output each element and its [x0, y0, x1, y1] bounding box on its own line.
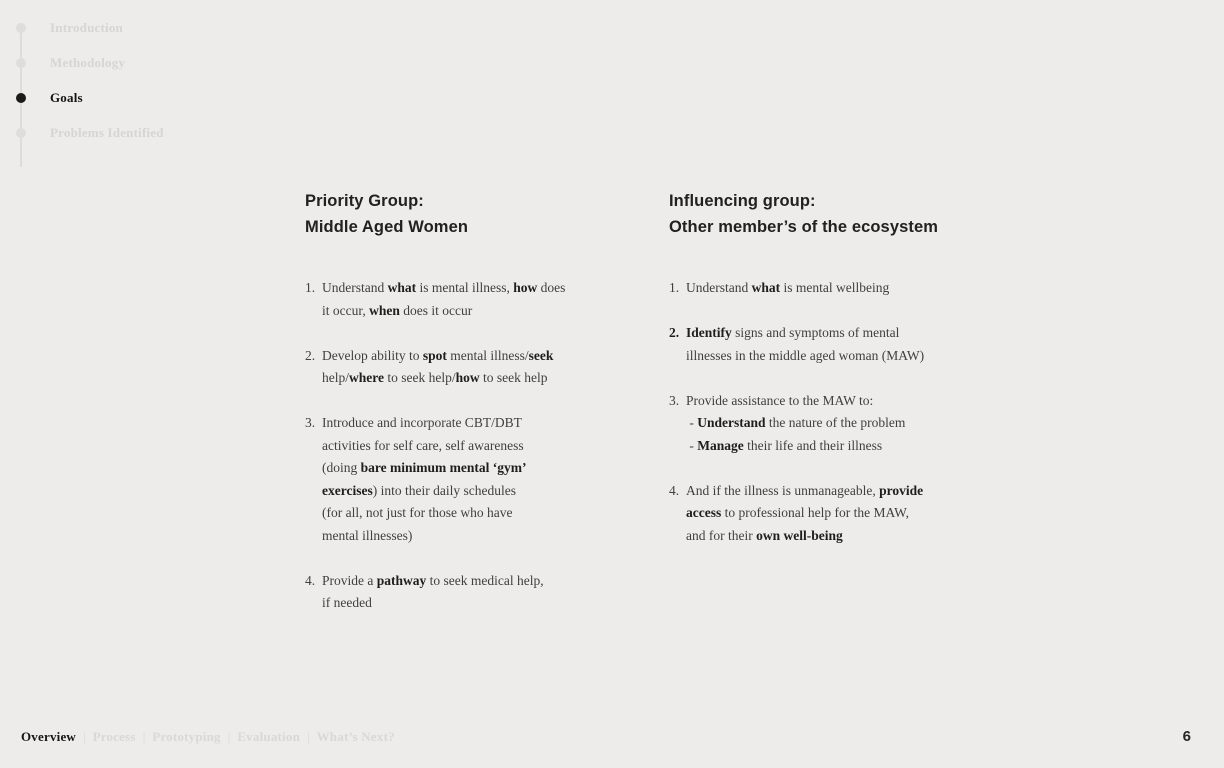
- text-line: Understand what is mental wellbeing: [686, 280, 890, 295]
- text-line: Develop ability to spot mental illness/seek: [322, 347, 554, 363]
- footer-separator: |: [83, 729, 86, 744]
- footer-tab-evaluation[interactable]: Evaluation: [237, 729, 300, 744]
- text-line: - Understand the nature of the problem: [686, 415, 906, 430]
- footer-separator: |: [227, 729, 231, 744]
- list-item-text: [322, 345, 605, 390]
- sidebar-item-label: Methodology: [50, 55, 126, 70]
- footer-tab-process[interactable]: Process: [92, 729, 136, 744]
- footer-tab-what-s-next[interactable]: What’s Next?: [316, 729, 395, 744]
- list-item-text: [686, 480, 989, 548]
- influencing-group-list: [669, 277, 989, 547]
- text-line: Understand what is mental illness, how does: [322, 280, 566, 295]
- footer-tab-prototyping[interactable]: Prototyping: [152, 729, 221, 744]
- list-item: [669, 480, 989, 548]
- text-line: (doing bare minimum mental ‘gym’: [322, 460, 527, 475]
- text-line: Provide assistance to the MAW to:: [686, 392, 874, 408]
- timeline-dot-icon: [16, 58, 26, 68]
- heading-line: Influencing group:: [669, 192, 816, 210]
- list-item-text: [686, 322, 989, 367]
- list-item: [669, 390, 989, 458]
- footer-separator: |: [142, 729, 146, 744]
- list-item-number: 4.: [669, 482, 680, 498]
- text-line: exercises) into their daily schedules: [322, 482, 516, 498]
- sidebar-item-goals[interactable]: [16, 90, 83, 106]
- list-item-number: 4.: [305, 572, 316, 588]
- timeline-dot-icon: [16, 128, 26, 138]
- heading-line: Other member’s of the ecosystem: [669, 217, 939, 236]
- list-item-text: [322, 277, 605, 322]
- priority-group-list: [305, 277, 605, 615]
- footer-tab-overview[interactable]: Overview: [21, 729, 77, 744]
- list-item-text: [686, 277, 989, 300]
- list-item: [305, 570, 605, 615]
- list-item: [305, 345, 605, 390]
- text-line: - Manage their life and their illness: [686, 437, 883, 453]
- text-line: (for all, not just for those who have: [322, 505, 513, 520]
- list-item: [669, 277, 989, 300]
- list-item-number: 2.: [669, 325, 680, 340]
- sidebar-item-problems-identified[interactable]: [16, 125, 164, 141]
- list-item-text: [322, 570, 605, 615]
- priority-group-column: [305, 189, 605, 637]
- sidebar-item-introduction[interactable]: [16, 20, 123, 36]
- sidebar-item-label: Problems Identified: [50, 125, 164, 140]
- timeline-dot-icon: [16, 23, 26, 33]
- text-line: Identify signs and symptoms of mental: [686, 325, 900, 340]
- list-item-number: 3.: [305, 415, 316, 430]
- sidebar-item-label: Goals: [50, 90, 83, 105]
- text-line: Introduce and incorporate CBT/DBT: [322, 415, 522, 430]
- list-item-number: 1.: [669, 280, 680, 295]
- heading-line: Priority Group:: [305, 192, 424, 210]
- heading-line: Middle Aged Women: [305, 217, 469, 236]
- list-item-text: [686, 390, 989, 458]
- priority-group-heading: [305, 189, 605, 240]
- text-line: mental illnesses): [322, 527, 413, 543]
- list-item-number: 2.: [305, 347, 316, 363]
- sidebar-item-label: Introduction: [50, 20, 123, 35]
- text-line: help/where to seek help/how to seek help: [322, 370, 548, 385]
- influencing-group-column: [669, 189, 989, 570]
- list-item-number: 3.: [669, 392, 680, 408]
- footer-separator: |: [307, 729, 310, 744]
- section-nav-footer: [21, 729, 395, 745]
- text-line: it occur, when does it occur: [322, 302, 473, 318]
- influencing-group-heading: [669, 189, 989, 240]
- text-line: And if the illness is unmanageable, provide: [686, 482, 924, 498]
- page-number: 6: [1182, 728, 1191, 745]
- text-line: illnesses in the middle aged woman (MAW): [686, 347, 925, 363]
- timeline-dot-icon: [16, 93, 26, 103]
- text-line: and for their own well-being: [686, 527, 843, 543]
- text-line: access to professional help for the MAW,: [686, 505, 909, 520]
- text-line: if needed: [322, 595, 372, 610]
- sidebar-item-methodology[interactable]: [16, 55, 125, 71]
- text-line: Provide a pathway to seek medical help,: [322, 572, 544, 588]
- list-item: [305, 412, 605, 547]
- list-item-number: 1.: [305, 280, 316, 295]
- list-item: [669, 322, 989, 367]
- list-item-text: [322, 412, 605, 547]
- text-line: activities for self care, self awareness: [322, 437, 524, 453]
- list-item: [305, 277, 605, 322]
